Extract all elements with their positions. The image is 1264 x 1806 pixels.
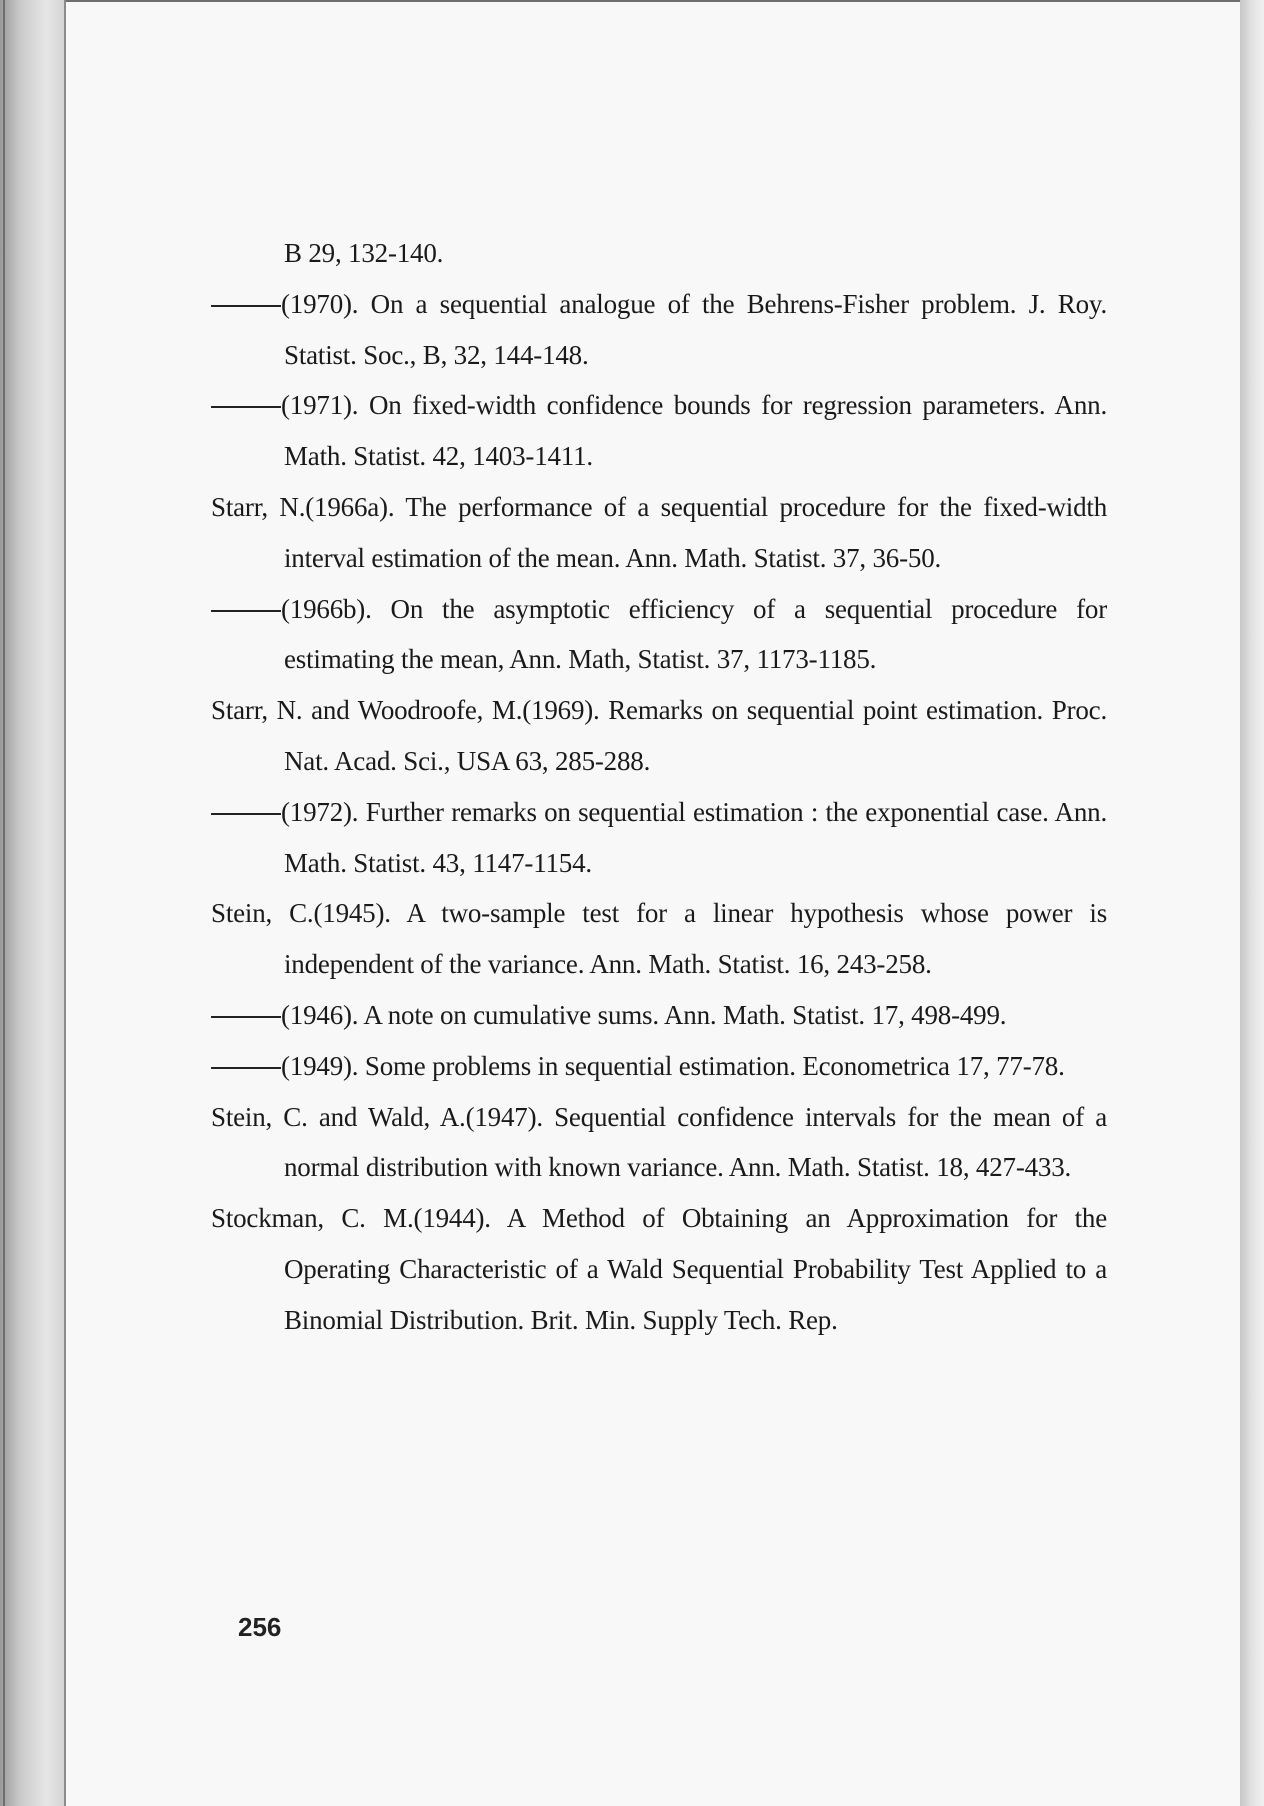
book-spine (0, 0, 66, 1806)
repeated-author-dash (211, 609, 281, 612)
repeated-author-dash (211, 304, 281, 307)
reference-text: (1971). On fixed-width confidence bounds for regression parameters. Ann. Math. Statist. 42, 1403-1411. (281, 390, 1107, 472)
spine-edge-line (3, 0, 5, 1806)
page-right-edge-shadow (1240, 0, 1264, 1806)
reference-text: (1946). A note on cumulative sums. Ann. Math. Statist. 17, 498-499. (281, 999, 1007, 1030)
reference-entry (211, 888, 1107, 990)
repeated-author-dash (211, 812, 281, 815)
reference-text: Stockman, C. M.(1944). A Method of Obtaining an Approximation for the Operating Characteristic of a Wald Sequential Probability Test Applied to a Binomial Distribution. Brit. Min. Supply Tech. Rep. (211, 1203, 1107, 1335)
reference-entry (211, 787, 1107, 889)
reference-entry (211, 584, 1107, 686)
reference-text: (1972). Further remarks on sequential estimation : the exponential case. Ann. Math. Statist. 43, 1147-1154. (281, 796, 1107, 878)
reference-entry (211, 1092, 1107, 1194)
reference-entry (211, 990, 1107, 1041)
reference-text: (1949). Some problems in sequential estimation. Econometrica 17, 77-78. (281, 1050, 1065, 1081)
reference-entry (211, 1193, 1107, 1345)
reference-text: B 29, 132-140. (284, 238, 444, 268)
reference-list (211, 228, 1107, 1346)
reference-text: Starr, N.(1966a). The performance of a sequential procedure for the fixed-width interval estimation of the mean. Ann. Math. Statist. 37, 36-50. (211, 491, 1107, 573)
reference-entry (211, 380, 1107, 482)
reference-text: (1966b). On the asymptotic efficiency of a sequential procedure for estimating the mean, Ann. Math, Statist. 37, 1173-1185. (281, 593, 1107, 675)
reference-text: Starr, N. and Woodroofe, M.(1969). Remarks on sequential point estimation. Proc. Nat. Acad. Sci., USA 63, 285-288. (211, 695, 1107, 776)
reference-entry (211, 482, 1107, 584)
repeated-author-dash (211, 1066, 281, 1069)
reference-text: (1970). On a sequential analogue of the Behrens-Fisher problem. J. Roy. Statist. Soc., B, 32, 144-148. (281, 288, 1107, 370)
page-number: 256 (238, 1612, 282, 1642)
reference-entry (211, 279, 1107, 381)
repeated-author-dash (211, 405, 281, 408)
reference-text: Stein, C.(1945). A two-sample test for a linear hypothesis whose power is independent of the variance. Ann. Math. Statist. 16, 243-258. (211, 898, 1107, 980)
repeated-author-dash (211, 1015, 281, 1018)
reference-entry (211, 228, 1107, 279)
reference-entry (211, 685, 1107, 787)
reference-entry (211, 1041, 1107, 1092)
reference-text: Stein, C. and Wald, A.(1947). Sequential confidence intervals for the mean of a normal distribution with known variance. Ann. Math. Statist. 18, 427-433. (211, 1101, 1107, 1183)
